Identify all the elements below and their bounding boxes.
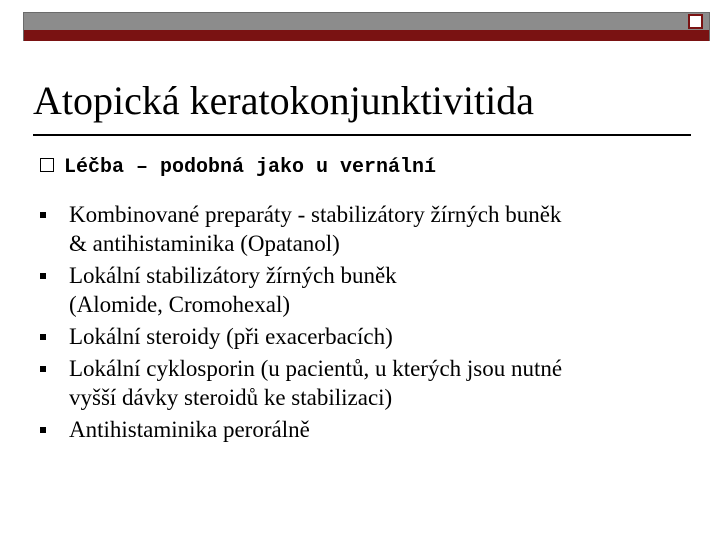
list-item-line: Kombinované preparáty - stabilizátory žírných buněk: [69, 202, 562, 227]
list-item-line: Lokální steroidy (při exacerbacích): [69, 324, 393, 349]
list-item-line: Lokální stabilizátory žírných buněk: [69, 263, 397, 288]
corner-square-icon: [688, 14, 703, 29]
decorative-header-bar: [23, 12, 710, 41]
list-item-line: Lokální cyklosporin (u pacientů, u kterých jsou nutné: [69, 356, 563, 381]
square-bullet-icon: [40, 158, 54, 172]
list-item: [40, 261, 690, 319]
square-bullet-icon: [40, 354, 69, 412]
list-item-line: (Alomide, Cromohexal): [69, 292, 291, 317]
list-item: [40, 415, 690, 444]
section-heading: [40, 155, 436, 181]
square-bullet-icon: [40, 415, 69, 444]
list-item-text: [69, 261, 690, 319]
square-bullet-icon: [40, 200, 69, 258]
list-item-line: & antihistaminika (Opatanol): [69, 231, 340, 256]
list-item-text: [69, 322, 690, 351]
slide-title: Atopická keratokonjunktivitida: [33, 78, 534, 123]
list-item-text: [69, 200, 690, 258]
header-gray-band: [24, 13, 709, 30]
bullet-list: [40, 200, 690, 447]
square-bullet-icon: [40, 322, 69, 351]
list-item-line: vyšší dávky steroidů ke stabilizaci): [69, 385, 393, 410]
title-divider: [33, 134, 691, 136]
list-item-line: Antihistaminika perorálně: [69, 417, 310, 442]
section-heading-text: Léčba – podobná jako u vernální: [64, 156, 437, 179]
list-item: [40, 200, 690, 258]
header-red-band: [24, 30, 709, 41]
list-item: [40, 322, 690, 351]
list-item: [40, 354, 690, 412]
square-bullet-icon: [40, 261, 69, 319]
list-item-text: [69, 415, 690, 444]
list-item-text: [69, 354, 690, 412]
